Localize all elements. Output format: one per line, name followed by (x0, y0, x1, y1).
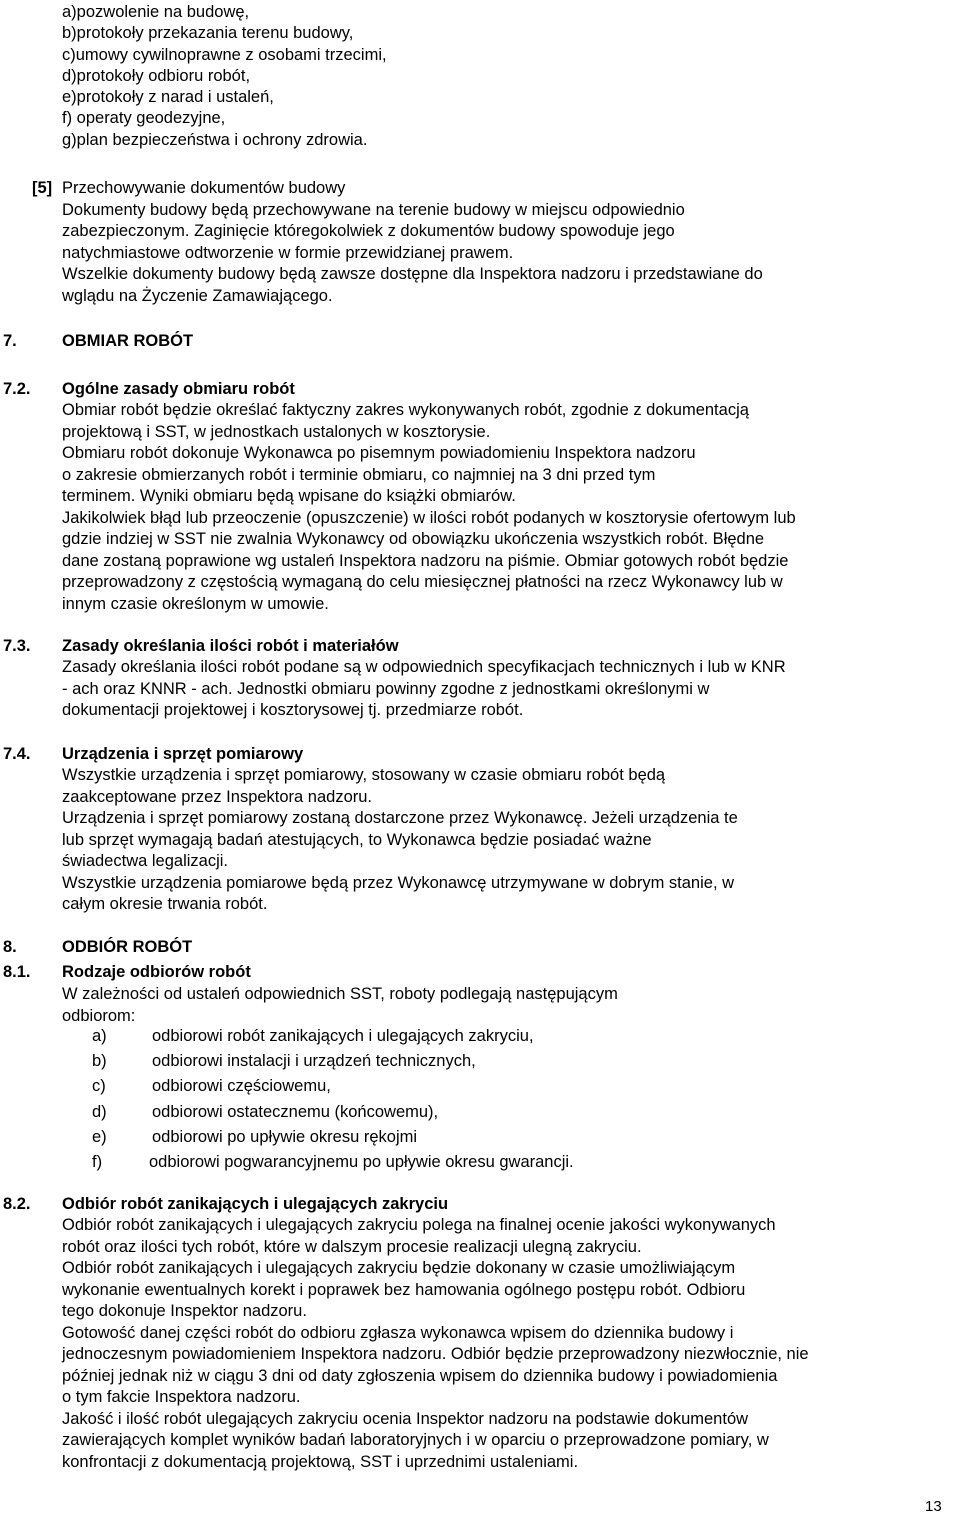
section-title: ODBIÓR ROBÓT (62, 938, 193, 956)
text-line: Jakikolwiek błąd lub przeoczenie (opuszczenie) w ilości robót podanych w kosztorysie ofertowym lub (62, 508, 796, 527)
text-line: Dokumenty budowy będą przechowywane na terenie budowy w miejscu odpowiednio (62, 200, 685, 219)
text-line: wykonanie ewentualnych korekt i poprawek bez hamowania ogólnego postępu robót. Odbioru (62, 1280, 746, 1299)
documents-list (62, 2, 387, 151)
text-line: jednoczesnym powiadomieniem Inspektora nadzoru. Odbiór będzie przeprowadzony niezwłocznie, nie (62, 1345, 809, 1363)
text-line: lub sprzęt wymagają badań atestujących, to Wykonawca będzie posiadać ważne (62, 830, 652, 849)
list-marker: d) (92, 1102, 107, 1121)
text-line: Obmiaru robót dokonuje Wykonawca po pisemnym powiadomieniu Inspektora nadzoru (62, 444, 696, 462)
text-line: o tym fakcie Inspektora nadzoru. (62, 1388, 301, 1406)
section-7-3-body (62, 657, 786, 722)
text-line: Odbiór robót zanikających i ulegających zakryciu będzie dokonany w czasie umożliwiającym (62, 1259, 736, 1277)
section-7-4-body (62, 765, 738, 916)
list-marker: f) (92, 1152, 103, 1171)
section-title: Odbiór robót zanikających i ulegających zakryciu (62, 1195, 449, 1213)
text-line: wglądu na Życzenie Zamawiającego. (62, 286, 333, 305)
text-line: przeprowadzony z częstością wymaganą do celu miesięcznej płatności na rzecz Wykonawcy lub w (62, 573, 783, 591)
section-number: 8.1. (3, 963, 31, 981)
text-line: tego dokonuje Inspektor nadzoru. (62, 1302, 307, 1320)
list-item: c)umowy cywilnoprawne z osobami trzecimi, (62, 45, 387, 64)
page-number: 13 (925, 1498, 942, 1515)
list-item: e)protokoły z narad i ustaleń, (62, 88, 274, 107)
text-line: terminem. Wyniki obmiaru będą wpisane do książki obmiarów. (62, 487, 516, 505)
text-line: świadectwa legalizacji. (62, 852, 228, 870)
text-line: innym czasie określonym w umowie. (62, 594, 329, 613)
section-7-2-body (62, 400, 796, 615)
section-number: 8. (3, 938, 17, 956)
list-item-text: odbiorowi pogwarancyjnemu po upływie okresu gwarancji. (149, 1152, 574, 1171)
list-item: b)protokoły przekazania terenu budowy, (62, 24, 354, 43)
text-line: - ach oraz KNNR - ach. Jednostki obmiaru powinny zgodne z jednostkami określonymi w (62, 679, 710, 698)
text-line: Zasady określania ilości robót podane są w odpowiednich specyfikacjach technicznych i lub w KNR (62, 658, 786, 676)
list-marker: b) (92, 1052, 107, 1071)
text-line: dane zostaną poprawione wg ustaleń Inspektora nadzoru na piśmie. Obmiar gotowych robót będzie (62, 551, 789, 570)
text-line: robót oraz ilości tych robót, które w dalszym procesie realizacji ulegną zakryciu. (62, 1237, 642, 1256)
section-number: 8.2. (3, 1195, 31, 1213)
section-number: 7.2. (3, 380, 31, 398)
list-marker: a) (92, 1027, 107, 1045)
list-item-text: odbiorowi ostatecznemu (końcowemu), (152, 1102, 439, 1121)
text-line: odbiorom: (62, 1006, 136, 1025)
section-title: Urządzenia i sprzęt pomiarowy (62, 745, 304, 763)
section-title: Przechowywanie dokumentów budowy (62, 179, 346, 197)
text-line: Odbiór robót zanikających i ulegających zakryciu polega na finalnej ocenie jakości wykonywanych (62, 1216, 776, 1234)
section-title: Rodzaje odbiorów robót (62, 963, 251, 981)
section-title: Ogólne zasady obmiaru robót (62, 380, 295, 398)
section-title: Zasady określania ilości robót i materiałów (62, 637, 399, 655)
list-item-text: odbiorowi po upływie okresu rękojmi (152, 1127, 418, 1146)
text-line: Obmiar robót będzie określać faktyczny zakres wykonywanych robót, zgodnie z dokumentacją (62, 401, 749, 419)
list-item: d)protokoły odbioru robót, (62, 66, 251, 85)
text-line: gdzie indziej w SST nie zwalnia Wykonawcy od obowiązku ukończenia wszystkich robót. Błędne (62, 530, 765, 548)
list-item: f) operaty geodezyjne, (62, 109, 226, 128)
section-number: 7.4. (3, 745, 31, 763)
section-title: OBMIAR ROBÓT (62, 332, 194, 350)
text-line: Wszystkie urządzenia pomiarowe będą przez Wykonawcę utrzymywane w dobrym stanie, w (62, 873, 735, 892)
text-line: Jakość i ilość robót ulegających zakryciu ocenia Inspektor nadzoru na podstawie dokumentów (62, 1409, 749, 1428)
text-line: projektową i SST, w jednostkach ustalonych w kosztorysie. (62, 422, 491, 441)
text-line: Gotowość danej części robót do odbioru zgłasza wykonawca wpisem do dziennika budowy i (62, 1323, 734, 1342)
text-line: całym okresie trwania robót. (62, 895, 268, 913)
text-line: zawierających komplet wyników badań laboratoryjnych i w oparciu o przeprowadzone pomiary, w (62, 1431, 769, 1449)
text-line: Wszelkie dokumenty budowy będą zawsze dostępne dla Inspektora nadzoru i przedstawiane do (62, 265, 763, 283)
text-line: później jednak niż w ciągu 3 dni od daty zgłoszenia wpisem do dziennika budowy i powiadomienia (62, 1366, 778, 1385)
section-8-2-body (62, 1215, 809, 1473)
section-body (62, 200, 922, 308)
text-line: konfrontacji z dokumentacją projektową, SST i uprzednimi ustaleniami. (62, 1452, 579, 1471)
section-number: [5] (32, 179, 53, 197)
text-line: natychmiastowe odtworzenie w formie przewidzianej prawem. (62, 243, 514, 262)
section-number: 7. (3, 332, 17, 350)
list-item-text: odbiorowi robót zanikających i ulegających zakryciu, (152, 1027, 534, 1045)
list-item-text: odbiorowi instalacji i urządzeń technicznych, (152, 1052, 476, 1071)
text-line: zabezpieczonym. Zaginięcie któregokolwiek z dokumentów budowy spowoduje jego (62, 222, 675, 240)
text-line: zaakceptowane przez Inspektora nadzoru. (62, 787, 373, 806)
text-line: dokumentacji projektowej i kosztorysowej tj. przedmiarze robót. (62, 701, 524, 719)
list-item: a)pozwolenie na budowę, (62, 3, 250, 21)
text-line: Urządzenia i sprzęt pomiarowy zostaną dostarczone przez Wykonawcę. Jeżeli urządzenia te (62, 809, 738, 827)
list-marker: c) (92, 1077, 106, 1096)
list-item-text: odbiorowi częściowemu, (152, 1077, 331, 1096)
text-line: o zakresie obmierzanych robót i terminie obmiaru, co najmniej na 3 dni przed tym (62, 465, 656, 484)
text-line: Wszystkie urządzenia i sprzęt pomiarowy, stosowany w czasie obmiaru robót będą (62, 766, 666, 784)
list-marker: e) (92, 1127, 107, 1146)
section-8-1-body (62, 984, 618, 1027)
list-item: g)plan bezpieczeństwa i ochrony zdrowia. (62, 130, 368, 149)
section-number: 7.3. (3, 637, 31, 655)
text-line: W zależności od ustaleń odpowiednich SST, roboty podlegają następującym (62, 985, 618, 1003)
